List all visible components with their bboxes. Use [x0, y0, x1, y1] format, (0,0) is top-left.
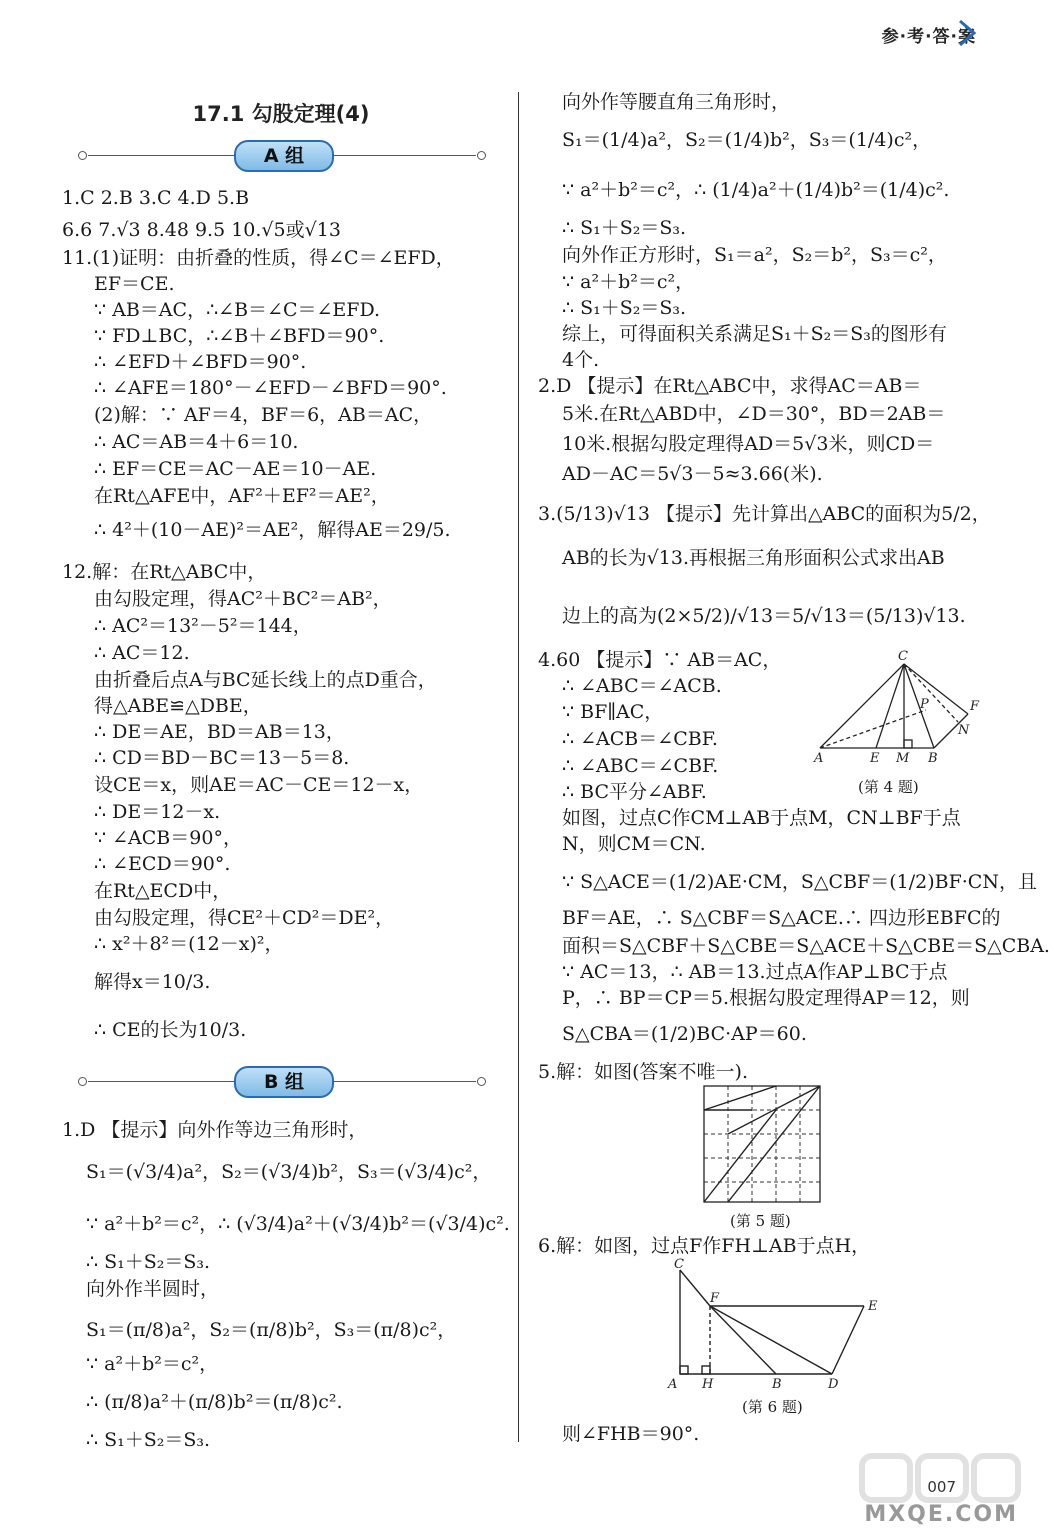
- fig6-label: F: [710, 1291, 720, 1306]
- answer-line: ∴ DE＝AE，BD＝AB＝13，: [94, 721, 345, 743]
- header-label: 参·考·答·案: [881, 27, 976, 47]
- page-title: 17.1 勾股定理(4): [192, 102, 370, 126]
- answer-line: ∴ EF＝CE＝AC－AE＝10－AE.: [94, 458, 377, 480]
- figure-4-caption: (第 4 题): [858, 778, 919, 796]
- group-a-banner: [72, 136, 492, 176]
- answer-line: 6.6 7.√3 8.48 9.5 10.√5或√13: [62, 219, 341, 241]
- answer-line: 1.C 2.B 3.C 4.D 5.B: [62, 187, 250, 209]
- group-a-label: A 组: [234, 140, 334, 172]
- answer-line: 由折叠后点A与BC延长线上的点D重合，: [94, 669, 437, 691]
- fig6-label: A: [668, 1377, 678, 1392]
- answer-line: 向外作正方形时，S₁＝a²，S₂＝b²，S₃＝c²，: [562, 244, 947, 266]
- answer-line: ∴ AC＝AB＝4＋6＝10.: [94, 431, 299, 453]
- answer-line: S₁＝(π/8)a²，S₂＝(π/8)b²，S₃＝(π/8)c²，: [86, 1319, 457, 1341]
- answer-line: ∴ DE＝12－x.: [94, 801, 221, 823]
- answer-line: 10米.根据勾股定理得AD＝5√3米，则CD＝: [562, 433, 935, 455]
- answer-line: 在Rt△AFE中，AF²＋EF²＝AE²，: [94, 485, 390, 507]
- answer-line: ∴ ∠EFD＋∠BFD＝90°.: [94, 351, 307, 373]
- answer-line: ∵ AB＝AC，∴∠B＝∠C＝∠EFD.: [94, 299, 381, 321]
- answer-line: 向外作等腰直角三角形时，: [562, 91, 791, 113]
- answer-line: 则∠FHB＝90°.: [562, 1423, 700, 1445]
- answer-line: S₁＝(√3/4)a²，S₂＝(√3/4)b²，S₃＝(√3/4)c²，: [86, 1161, 492, 1183]
- answer-line: ∵ a²＋b²＝c²，∴ (√3/4)a²＋(√3/4)b²＝(√3/4)c².: [86, 1213, 510, 1235]
- fig4-label: M: [896, 751, 910, 766]
- answer-line: AB的长为√13.再根据三角形面积公式求出AB: [562, 547, 945, 569]
- figure-5-caption: (第 5 题): [730, 1212, 791, 1230]
- answer-line: ∴ AC²＝13²－5²＝144，: [94, 615, 312, 637]
- answer-line: ∴ CE的长为10/3.: [94, 1019, 247, 1041]
- watermark-text: MXQE.COM: [864, 1502, 1018, 1527]
- answer-line: 在Rt△ECD中，: [94, 880, 232, 902]
- page-number: 007: [927, 1478, 956, 1496]
- answer-line: ∴ x²＋8²＝(12－x)²，: [94, 933, 284, 955]
- answer-line: 2.D 【提示】在Rt△ABC中，求得AC＝AB＝: [538, 375, 922, 397]
- answer-line: 综上，可得面积关系满足S₁＋S₂＝S₃的图形有: [562, 323, 947, 345]
- answer-line: 由勾股定理，得AC²＋BC²＝AB²，: [94, 588, 392, 610]
- answer-line: ∵ S△ACE＝(1/2)AE·CM，S△CBF＝(1/2)BF·CN，且: [562, 871, 1037, 893]
- group-b-banner: [72, 1062, 492, 1102]
- fig6-label: C: [674, 1258, 684, 1272]
- figure-6-caption: (第 6 题): [742, 1398, 803, 1416]
- answer-line: 解得x＝10/3.: [94, 971, 211, 993]
- column-divider: [518, 92, 519, 1442]
- answer-line: 5米.在Rt△ABD中，∠D＝30°，BD＝2AB＝: [562, 403, 946, 425]
- answer-line: ∴ S₁＋S₂＝S₃.: [562, 297, 687, 319]
- answer-line: N，则CM＝CN.: [562, 833, 706, 855]
- fig4-label: C: [898, 649, 908, 664]
- answer-line: P，∴ BP＝CP＝5.根据勾股定理得AP＝12，则: [562, 987, 970, 1009]
- answer-line: ∴ S₁＋S₂＝S₃.: [86, 1251, 211, 1273]
- answer-line: ∵ ∠ACB＝90°，: [94, 827, 242, 849]
- fig6-label: B: [772, 1377, 782, 1392]
- fig4-label: F: [970, 699, 980, 714]
- answer-line: ∵ a²＋b²＝c²，: [562, 271, 695, 293]
- answer-line: ∴ ∠ABC＝∠CBF.: [562, 755, 719, 777]
- answer-line: ∵ AC＝13，∴ AB＝13.过点A作AP⊥BC于点: [562, 961, 948, 983]
- answer-line: 边上的高为(2×5/2)/√13＝5/√13＝(5/13)√13.: [562, 605, 966, 627]
- answer-line: ∴ ∠ACB＝∠CBF.: [562, 728, 718, 750]
- fig6-label: H: [702, 1377, 714, 1392]
- answer-line: 得△ABE≌△DBE，: [94, 695, 262, 717]
- answer-line: 12.解：在Rt△ABC中，: [62, 561, 267, 583]
- answer-line: ∵ a²＋b²＝c²，∴ (1/4)a²＋(1/4)b²＝(1/4)c².: [562, 179, 950, 201]
- answer-line: ∴ 4²＋(10－AE)²＝AE²，解得AE＝29/5.: [94, 519, 451, 541]
- answer-line: ∵ FD⊥BC，∴∠B＋∠BFD＝90°.: [94, 325, 385, 347]
- answer-line: ∴ CD＝BD－BC＝13－5＝8.: [94, 747, 350, 769]
- answer-line: 设CE＝x，则AE＝AC－CE＝12－x，: [94, 774, 424, 796]
- answer-line: AD－AC＝5√3－5≈3.66(米).: [562, 463, 823, 485]
- fig4-label: B: [928, 751, 938, 766]
- fig4-label: N: [958, 723, 970, 738]
- answer-line: 5.解：如图(答案不唯一).: [538, 1061, 748, 1083]
- figure-4-diagram: [808, 648, 984, 768]
- fig6-label: E: [868, 1299, 878, 1314]
- answer-line: ∴ ∠AFE＝180°－∠EFD－∠BFD＝90°.: [94, 377, 447, 399]
- answer-line: ∵ BF∥AC，: [562, 701, 664, 723]
- answer-line: ∴ (π/8)a²＋(π/8)b²＝(π/8)c².: [86, 1391, 343, 1413]
- group-b-label: B 组: [234, 1066, 334, 1098]
- answer-line: ∴ BC平分∠ABF.: [562, 781, 707, 803]
- fig4-label: A: [814, 751, 824, 766]
- fig6-label: D: [828, 1377, 839, 1392]
- answer-line: (2)解：∵ AF＝4，BF＝6，AB＝AC，: [94, 404, 433, 426]
- answer-line: ∴ S₁＋S₂＝S₃.: [86, 1429, 211, 1451]
- fig4-label: E: [870, 751, 880, 766]
- answer-line: 1.D 【提示】向外作等边三角形时，: [62, 1119, 368, 1141]
- answer-line: S₁＝(1/4)a²，S₂＝(1/4)b²，S₃＝(1/4)c²，: [562, 129, 932, 151]
- answer-line: 向外作半圆时，: [86, 1278, 220, 1300]
- figure-5-grid: [702, 1084, 824, 1206]
- answer-line: 由勾股定理，得CE²＋CD²＝DE²，: [94, 907, 395, 929]
- answer-line: ∴ AC＝12.: [94, 642, 190, 664]
- figure-6-diagram: [664, 1258, 888, 1392]
- answer-line: 6.解：如图，过点F作FH⊥AB于点H，: [538, 1235, 871, 1257]
- answer-line: 4个.: [562, 349, 600, 371]
- answer-line: 3.(5/13)√13 【提示】先计算出△ABC的面积为5/2，: [538, 503, 991, 525]
- answer-line: 如图，过点C作CM⊥AB于点M，CN⊥BF于点: [562, 807, 961, 829]
- answer-line: ∵ a²＋b²＝c²，: [86, 1353, 219, 1375]
- answer-line: BF＝AE，∴ S△CBF＝S△ACE.∴ 四边形EBFC的: [562, 907, 1001, 929]
- answer-line: ∴ ∠ECD＝90°.: [94, 853, 231, 875]
- answer-line: ∴ S₁＋S₂＝S₃.: [562, 217, 687, 239]
- answer-line: 11.(1)证明：由折叠的性质，得∠C＝∠EFD，: [62, 247, 455, 269]
- answer-line: 4.60 【提示】∵ AB＝AC，: [538, 649, 782, 671]
- answer-line: EF＝CE.: [94, 273, 175, 295]
- fig4-label: P: [920, 697, 929, 712]
- chevron-right-icon: [954, 18, 980, 48]
- answer-line: ∴ ∠ABC＝∠ACB.: [562, 675, 722, 697]
- answer-line: 面积＝S△CBF＋S△CBE＝S△ACE＋S△CBE＝S△CBA.: [562, 935, 1050, 957]
- answer-line: S△CBA＝(1/2)BC·AP＝60.: [562, 1023, 807, 1045]
